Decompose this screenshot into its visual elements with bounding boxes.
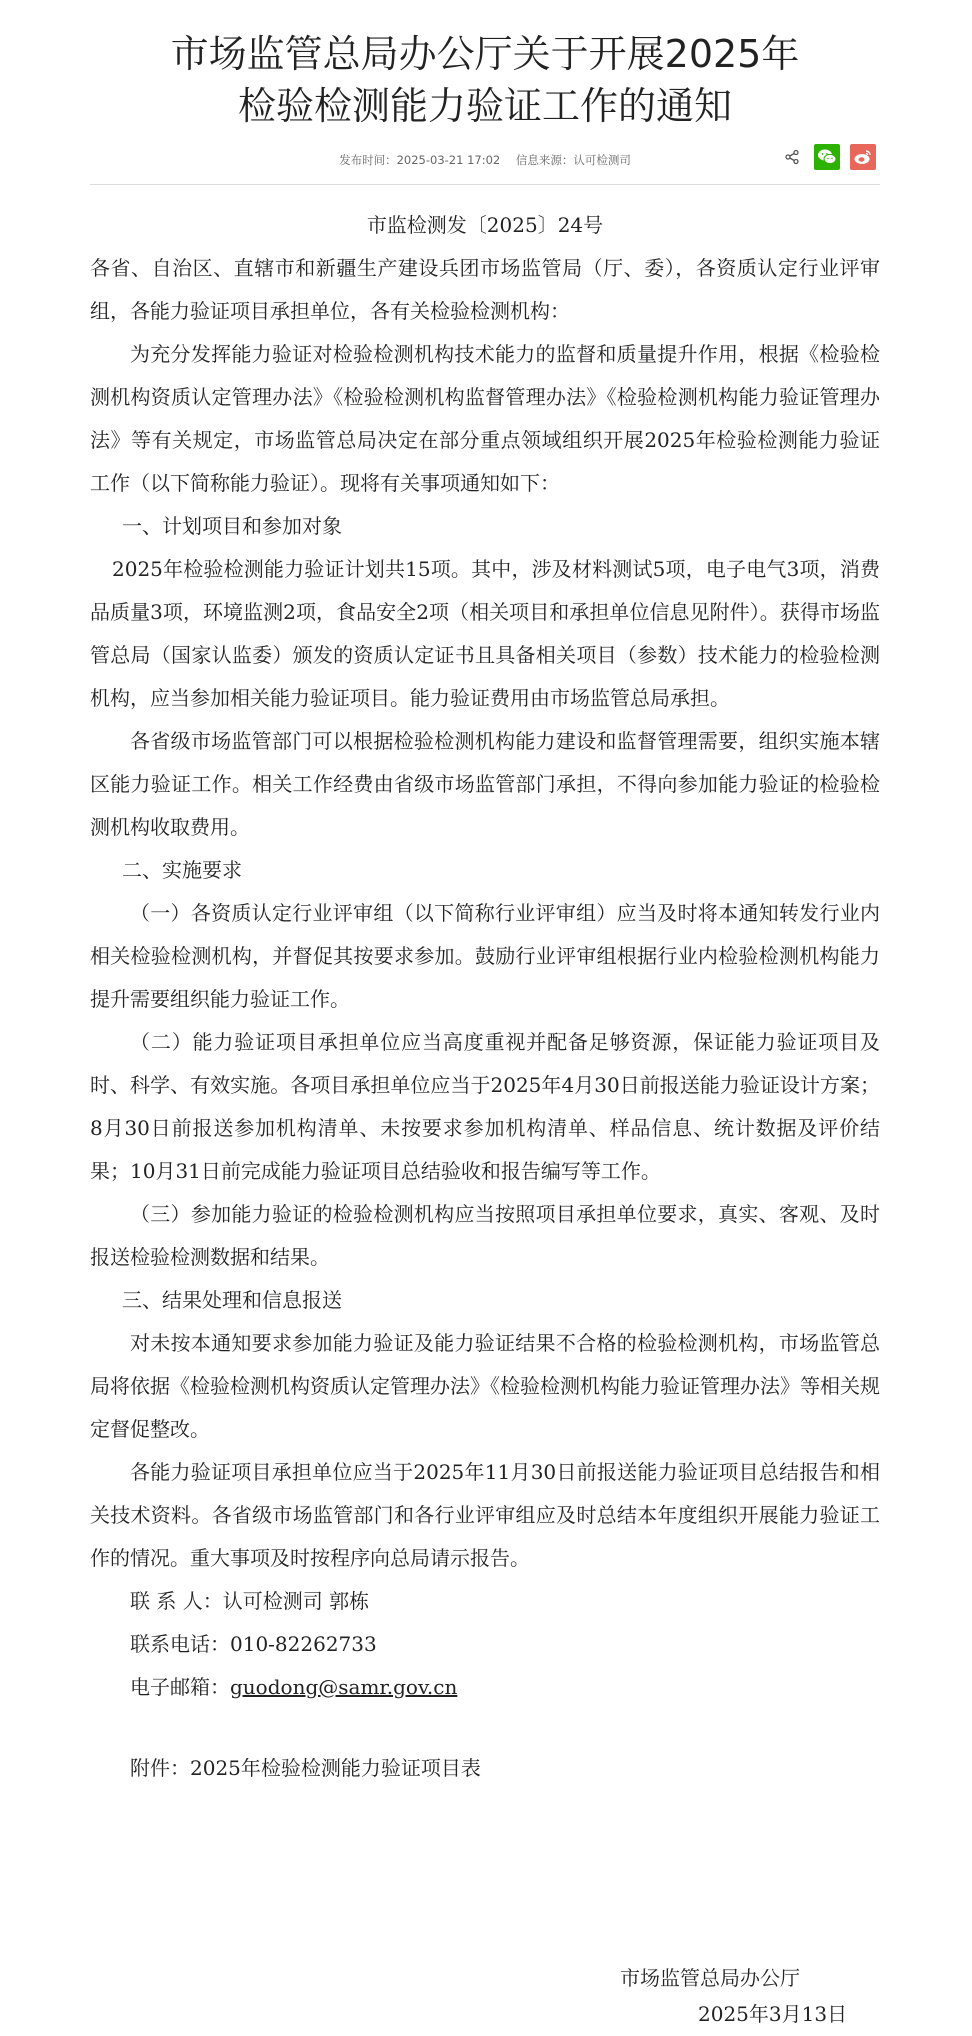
publish-time: 发布时间：2025-03-21 17:02 [339,153,501,167]
meta-row [90,140,880,182]
section1-paragraph-1: 2025年检验检测能力验证计划共15项。其中，涉及材料测试5项，电子电气3项，消费品质量3项，环境监测2项，食品安全2项（相关项目和承担单位信息见附件）。获得市场监管总局（国家认监委）颁发的资质认定证书且具备相关项目（参数）技术能力的检验检测机构，应当参加相关能力验证项目。能力验证费用由市场监管总局承担。 [90,557,880,710]
email-label: 电子邮箱： [130,1675,230,1699]
document-number: 市监检测发〔2025〕24号 [366,213,604,237]
info-source: 信息来源：认可检测司 [515,153,631,167]
contact-person: 联 系 人：认可检测司 郭栋 [130,1589,370,1613]
section-heading-3: 三、结果处理和信息报送 [122,1288,342,1312]
section3-paragraph-2: 各能力验证项目承担单位应当于2025年11月30日前报送能力验证项目总结报告和相关技术资料。各省级市场监管部门和各行业评审组应及时总结本年度组织开展能力验证工作的情况。重大事项及时按程序向总局请示报告。 [90,1460,880,1570]
title-line-2: 检验检测能力验证工作的通知 [237,84,732,128]
section-heading-1: 一、计划项目和参加对象 [122,514,342,538]
weibo-icon[interactable] [850,144,876,170]
section3-paragraph-1: 对未按本通知要求参加能力验证及能力验证结果不合格的检验检测机构，市场监管总局将依据《检验检测机构资质认定管理办法》《检验检测机构能力验证管理办法》等相关规定督促整改。 [90,1331,880,1441]
contact-phone: 联系电话：010-82262733 [130,1632,377,1656]
page-title [90,28,880,132]
contact-email [90,1666,880,1709]
section2-paragraph-2: （二）能力验证项目承担单位应当高度重视并配备足够资源，保证能力验证项目及时、科学、有效实施。各项目承担单位应当于2025年4月30日前报送能力验证设计方案；8月30日前报送参加机构清单、未按要求参加机构清单、样品信息、统计数据及评价结果；10月31日前完成能力验证项目总结验收和报告编写等工作。 [90,1030,880,1183]
title-line-1: 市场监管总局办公厅关于开展2025年 [170,32,800,76]
section1-paragraph-2: 各省级市场监管部门可以根据检验检测机构能力建设和监督管理需要，组织实施本辖区能力验证工作。相关工作经费由省级市场监管部门承担，不得向参加能力验证的检验检测机构收取费用。 [90,729,880,839]
wechat-icon[interactable] [814,144,840,170]
addressee: 各省、自治区、直辖市和新疆生产建设兵团市场监管局（厅、委），各资质认定行业评审组，各能力验证项目承担单位，各有关检验检测机构： [90,256,880,323]
share-bar [780,144,876,170]
article [90,0,880,1790]
signature-org: 市场监管总局办公厅 [620,1966,800,1990]
section-heading-2: 二、实施要求 [122,858,242,882]
signature-date: 2025年3月13日 [698,2002,848,2026]
email-link[interactable]: guodong@samr.gov.cn [230,1675,458,1699]
intro-paragraph: 为充分发挥能力验证对检验检测机构技术能力的监督和质量提升作用，根据《检验检测机构资质认定管理办法》《检验检测机构监督管理办法》《检验检测机构能力验证管理办法》等有关规定，市场监管总局决定在部分重点领域组织开展2025年检验检测能力验证工作（以下简称能力验证）。现将有关事项通知如下： [90,342,880,495]
attachment-link[interactable]: 附件：2025年检验检测能力验证项目表 [130,1756,481,1780]
section2-paragraph-3: （三）参加能力验证的检验检测机构应当按照项目承担单位要求，真实、客观、及时报送检验检测数据和结果。 [90,1202,880,1269]
title-divider [90,184,880,185]
section2-paragraph-1: （一）各资质认定行业评审组（以下简称行业评审组）应当及时将本通知转发行业内相关检验检测机构，并督促其按要求参加。鼓励行业评审组根据行业内检验检测机构能力提升需要组织能力验证工作。 [90,901,880,1011]
share-icon[interactable] [780,145,804,169]
article-meta [90,152,880,168]
